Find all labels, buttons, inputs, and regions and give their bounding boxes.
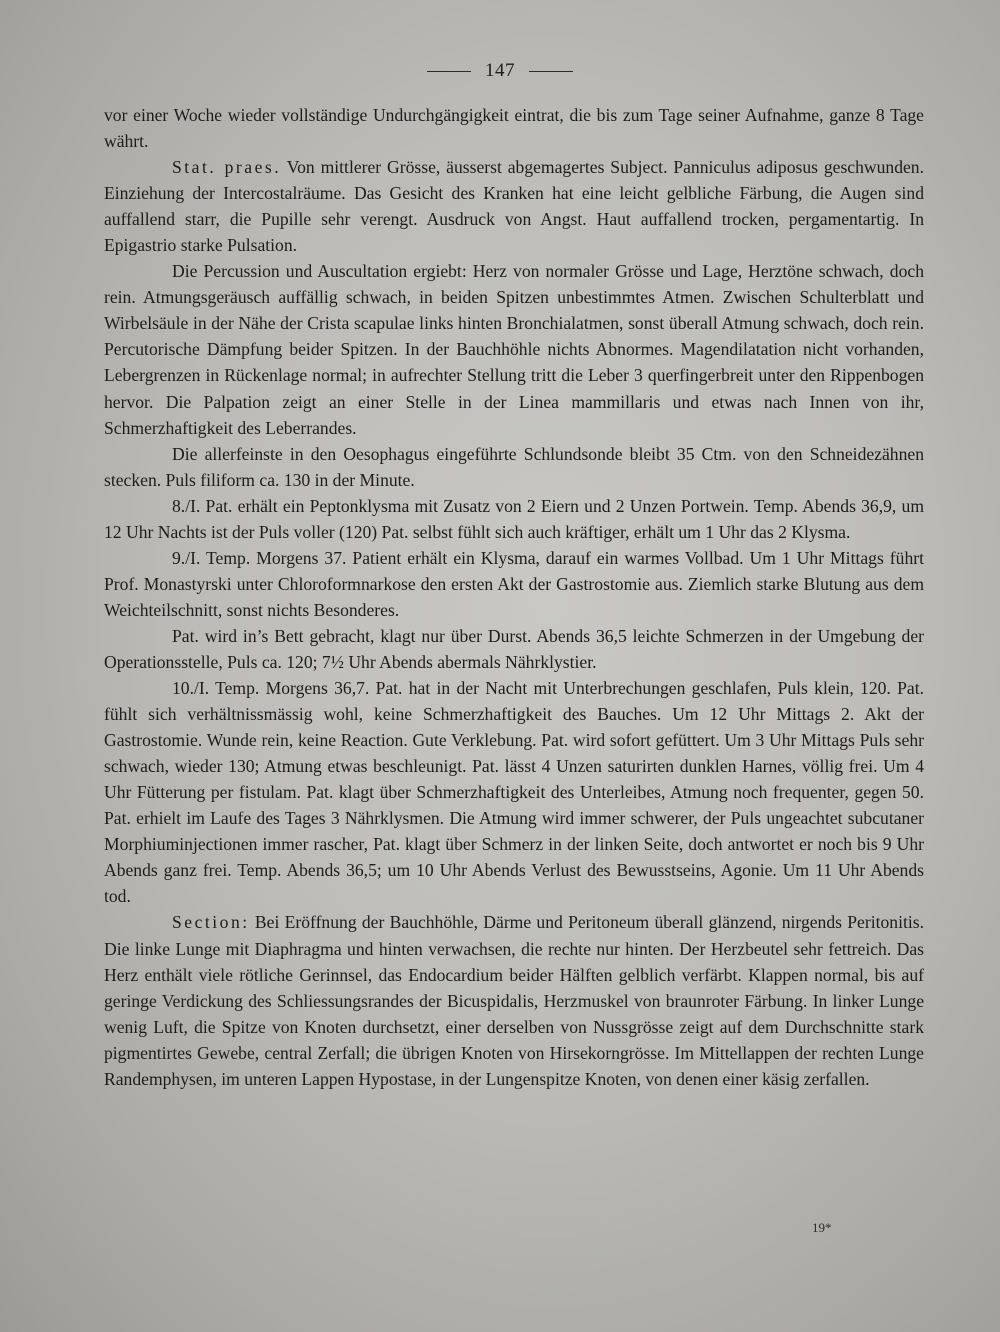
paragraph-text: Die allerfeinste in den Oesophagus eingeführte Schlundsonde bleibt 35 Ctm. von den Schneidezähnen stecken. Puls filiform ca. 130 in der Minute. bbox=[104, 443, 924, 490]
paragraph-lead: Section: bbox=[172, 912, 250, 933]
paragraph bbox=[104, 675, 924, 909]
paragraph bbox=[104, 102, 924, 154]
paragraph-text: Die Percussion und Auscultation ergiebt: Herz von normaler Grösse und Lage, Herztöne schwach, doch rein. Atmungsgeräusch auffällig schwach, in beiden Spitzen unbestimmtes Atmen. Zwischen Schulterblatt und Wirbelsäule in der Nähe der Crista scapulae links hinten Bronchialatmen, sonst überall Atmung schwach, doch rein. Percutorische Dämpfung beider Spitzen. In der Bauchhöhle nichts Abnormes. Magendilatation nicht vorhanden, Lebergrenzen in Rückenlage normal; in aufrechter Stellung tritt die Leber 3 querfingerbreit unter den Rippenbogen hervor. Die Palpation zeigt an einer Stelle in der Linea mammillaris und etwas nach Innen von ihr, Schmerzhaftigkeit des Leberrandes. bbox=[104, 261, 924, 438]
header-rule-left bbox=[427, 71, 471, 72]
paragraph bbox=[104, 441, 924, 493]
header-rule-right bbox=[529, 71, 573, 72]
paragraph-text: Bei Eröffnung der Bauchhöhle, Därme und Peritoneum überall glänzend, nirgends Peritonitis. Die linke Lunge mit Diaphragma und hinten verwachsen, die rechte nur hinten. Der Herzbeutel sehr fettreich. Das Herz enthält viele rötliche Gerinnsel, das Endocardium beider Hälften gelblich verfärbt. Klappen normal, bis auf geringe Verdickung des Schliessungsrandes der Bicuspidalis, Herzmuskel von braunroter Färbung. In linker Lunge wenig Luft, die Spitze von Knoten durchsetzt, einer derselben von Nussgrösse zeigt auf dem Durchschnitte stark pigmentirtes Gewebe, central Zerfall; die übrigen Knoten von Hirsekorngrösse. Im Mittellappen der rechten Lunge Randemphysen, im unteren Lappen Hypostase, in der Lungenspitze Knoten, von denen einer käsig zerfallen. bbox=[104, 912, 924, 1089]
paragraph bbox=[104, 545, 924, 623]
page-header bbox=[0, 60, 1000, 82]
paragraph-text: 10./I. Temp. Morgens 36,7. Pat. hat in der Nacht mit Unterbrechungen geschlafen, Puls klein, 120. Pat. fühlt sich verhältnissmässig wohl, keine Schmerzhaftigkeit des Bauches. Um 12 Uhr Mittags 2. Akt der Gastrostomie. Wunde rein, keine Reaction. Gute Verklebung. Pat. wird sofort gefüttert. Um 3 Uhr Mittags Puls sehr schwach, wieder 130; Atmung etwas beschleunigt. Pat. lässt 4 Unzen saturirten dunklen Harnes, völlig frei. Um 4 Uhr Fütterung per fistulam. Pat. klagt über Schmerzhaftigkeit des Unterleibes, Atmung noch frequenter, gegen 50. Pat. erhielt im Laufe des Tages 3 Nährklysmen. Die Atmung wird immer schwerer, der Puls ungeachtet subcutaner Morphiuminjectionen immer rascher, Pat. klagt über Schmerz in der linken Seite, doch antwortet er noch bis 9 Uhr Abends ganz frei. Temp. Abends 36,5; um 10 Uhr Abends Verlust des Bewusstseins, Agonie. Um 11 Uhr Abends tod. bbox=[104, 678, 924, 907]
paragraph-text: 9./I. Temp. Morgens 37. Patient erhält ein Klysma, darauf ein warmes Vollbad. Um 1 Uhr Mittags führt Prof. Monastyrski unter Chloroformnarkose den ersten Akt der Gastrostomie aus. Ziemlich starke Blutung aus dem Weichteilschnitt, sonst nichts Besonderes. bbox=[104, 547, 924, 620]
paragraph bbox=[104, 258, 924, 440]
paragraph-text: 8./I. Pat. erhält ein Peptonklysma mit Zusatz von 2 Eiern und 2 Unzen Portwein. Temp. Abends 36,9, um 12 Uhr Nachts ist der Puls voller (120) Pat. selbst fühlt sich auch kräftiger, erhält um 1 Uhr das 2 Klysma. bbox=[104, 495, 924, 542]
paragraph bbox=[104, 154, 924, 258]
body-text bbox=[104, 102, 924, 1092]
paragraph bbox=[104, 623, 924, 675]
paragraph-text: Pat. wird in’s Bett gebracht, klagt nur über Durst. Abends 36,5 leichte Schmerzen in der Umgebung der Operationsstelle, Puls ca. 120; 7½ Uhr Abends abermals Nährklystier. bbox=[104, 625, 924, 672]
paragraph-text: Von mittlerer Grösse, äusserst abgemagertes Subject. Panniculus adiposus geschwunden. Einziehung der Intercostalräume. Das Gesicht des Kranken hat eine leicht gelbliche Färbung, die Augen sind auffallend starr, die Pupille sehr verengt. Ausdruck von Angst. Haut auffallend trocken, pergamentartig. In Epigastrio starke Pulsation. bbox=[104, 157, 925, 256]
paragraph bbox=[104, 909, 924, 1091]
paragraph-text: vor einer Woche wieder vollständige Undurchgängigkeit eintrat, die bis zum Tage seiner Aufnahme, ganze 8 Tage währt. bbox=[104, 105, 924, 152]
signature-mark: 19* bbox=[812, 1220, 832, 1235]
page-number: 147 bbox=[485, 60, 515, 81]
paragraph-lead: Stat. praes. bbox=[172, 157, 282, 178]
paragraph bbox=[104, 493, 924, 545]
